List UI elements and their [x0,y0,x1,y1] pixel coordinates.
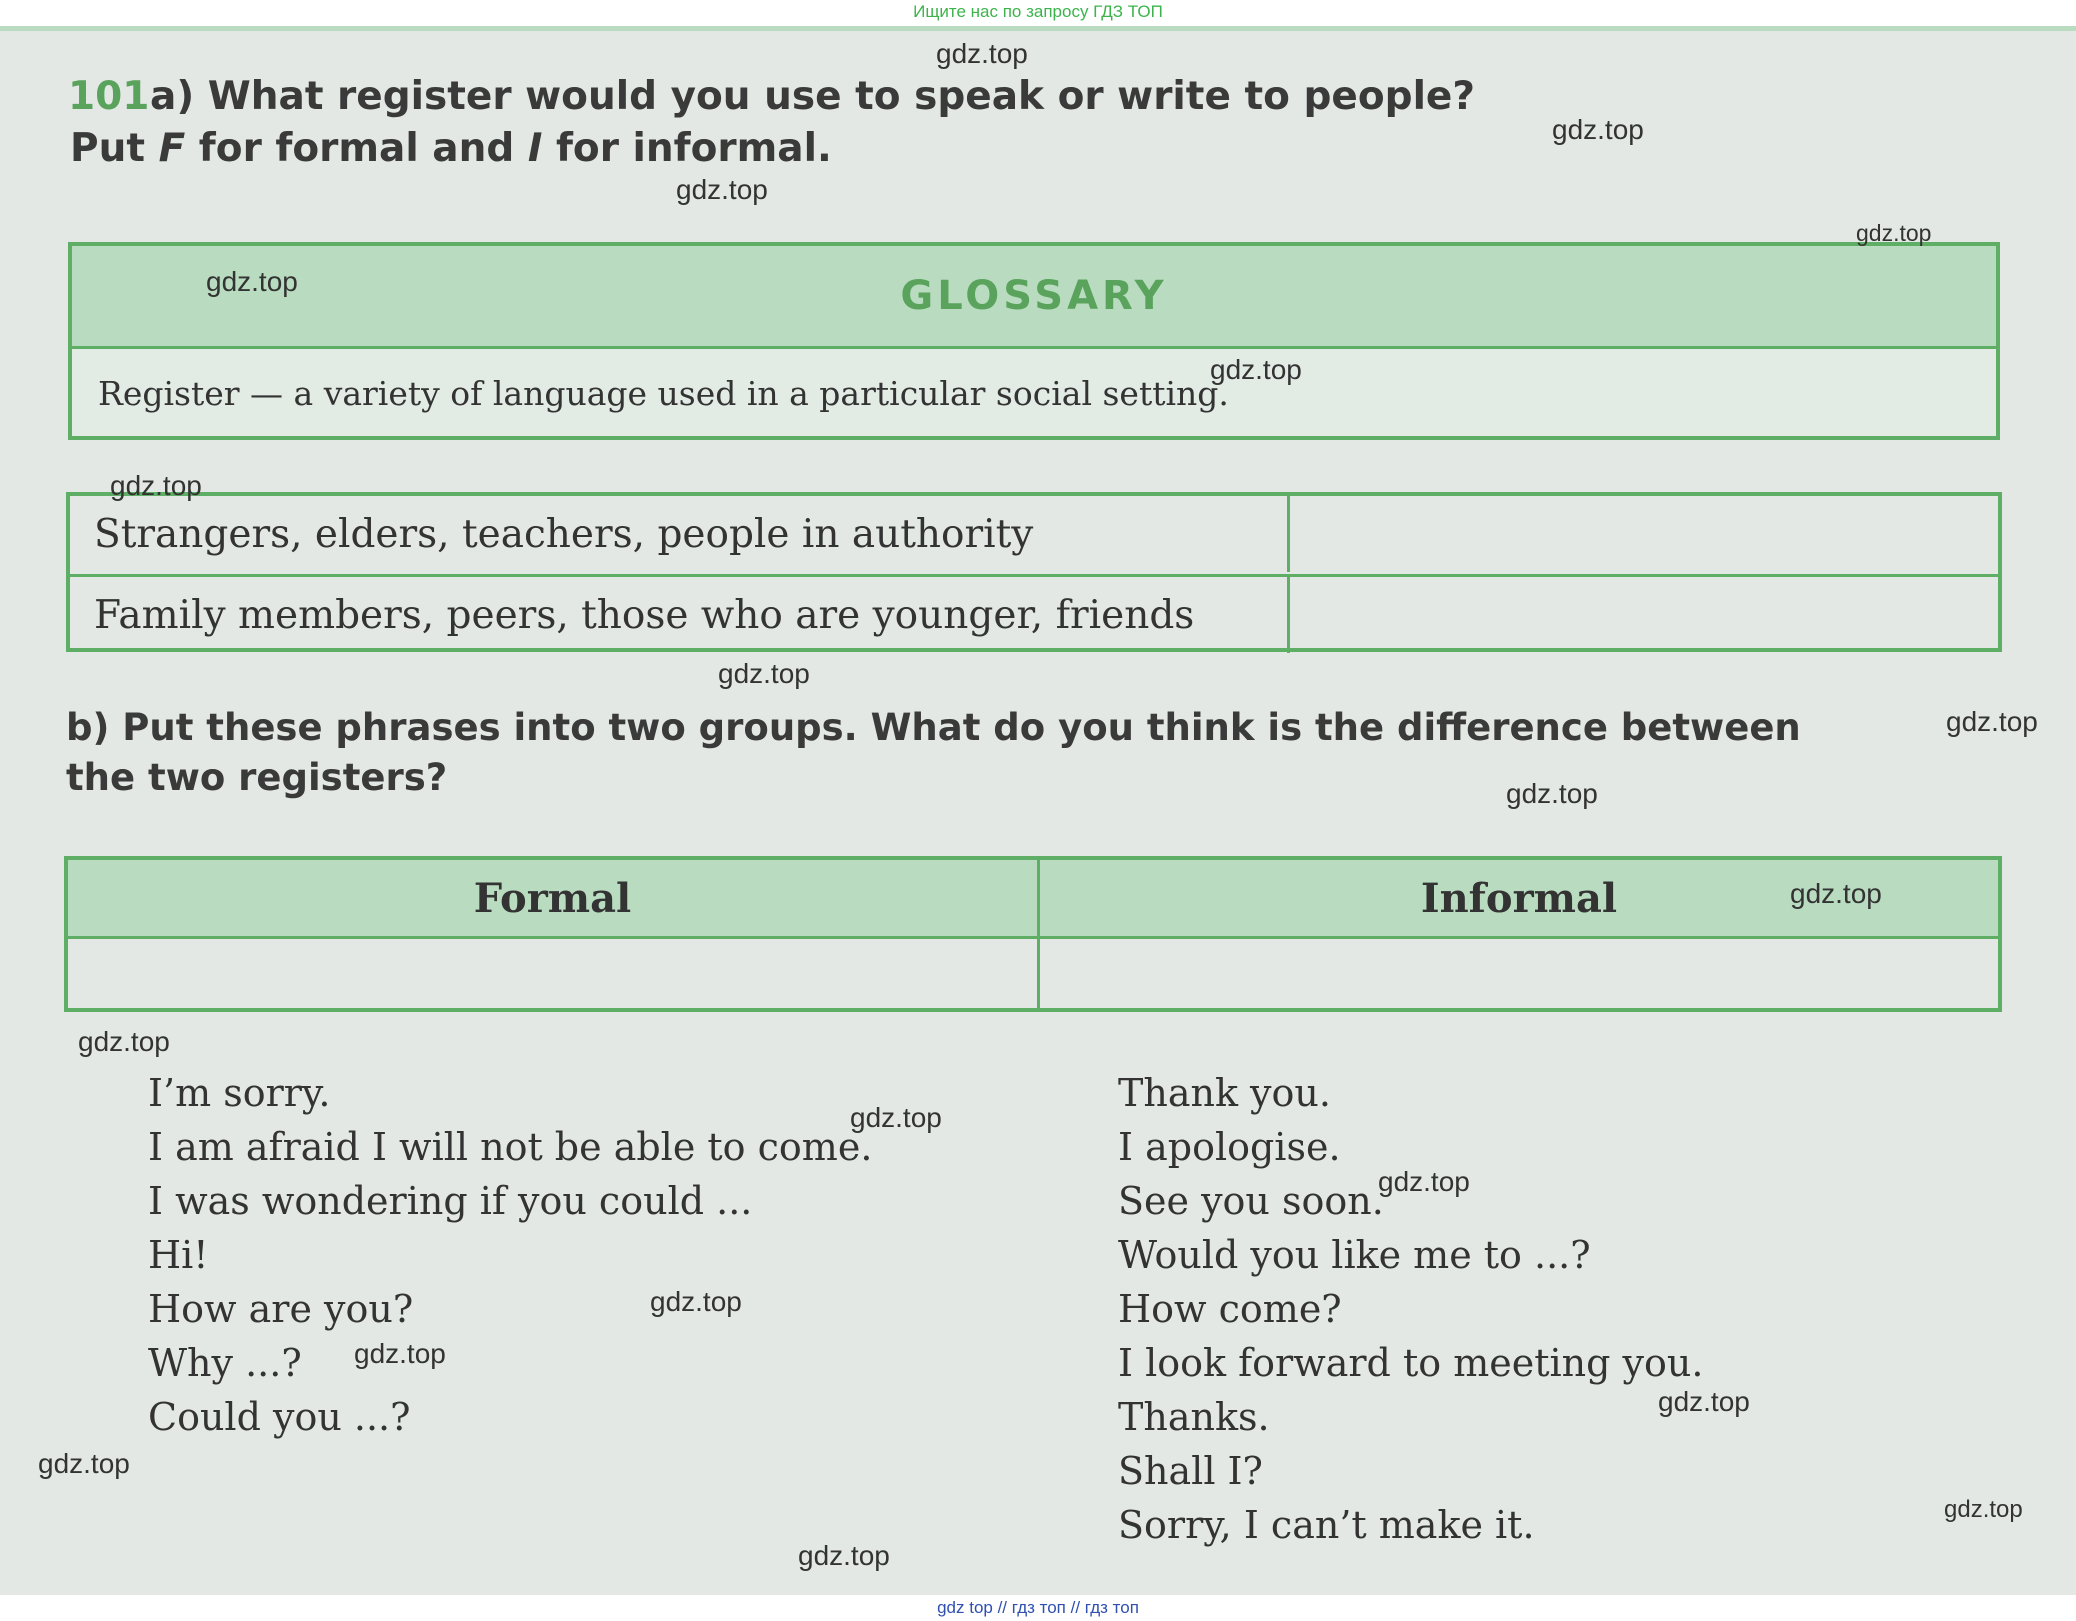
watermark: gdz.top [936,38,1028,69]
watermark: gdz.top [1790,878,1882,909]
phrase-item: I look forward to meeting you. [1118,1341,1704,1385]
watermark: gdz.top [1944,1496,2023,1523]
top-banner-text[interactable]: Ищите нас по запросу ГДЗ ТОП [913,2,1163,21]
part-a-instruction [70,126,832,171]
glossary-title: GLOSSARY [900,273,1168,319]
glossary-box [68,242,2000,440]
part-a-question: a) What register would you use to speak or write to people? [150,74,1476,119]
phrase-item: Could you ...? [148,1395,411,1439]
watermark: gdz.top [78,1026,170,1057]
watermark: gdz.top [718,658,810,689]
column-divider [1037,939,1040,1008]
glossary-header [72,246,1996,349]
instruction-text: Put [70,126,159,171]
phrase-item: Sorry, I can’t make it. [1118,1503,1535,1547]
part-b-question-cont: the two registers? [66,756,448,799]
register-table [66,492,2002,652]
part-b-question: b) Put these phrases into two groups. What do you think is the difference between [66,706,1801,749]
phrase-item: See you soon. [1118,1179,1384,1223]
register-answer-cell[interactable] [1290,577,1998,653]
glossary-definition: Register — a variety of language used in a particular social setting. [98,374,1229,413]
phrase-item: Would you like me to ...? [1118,1233,1591,1277]
phrase-item: I apologise. [1118,1125,1341,1169]
watermark: gdz.top [1856,220,1932,246]
informal-header: Informal [1420,874,1618,922]
watermark: gdz.top [1506,778,1598,809]
register-row-label: Strangers, elders, teachers, people in authority [70,496,1290,572]
table-header [68,860,1998,939]
watermark: gdz.top [1552,114,1644,145]
watermark: gdz.top [1210,354,1302,385]
watermark: gdz.top [798,1540,890,1571]
watermark: gdz.top [354,1338,446,1369]
exercise-number: 101 [68,74,150,119]
watermark: gdz.top [1946,706,2038,737]
watermark: gdz.top [38,1448,130,1479]
watermark: gdz.top [850,1102,942,1133]
phrase-item: Hi! [148,1233,209,1277]
watermark: gdz.top [110,470,202,501]
phrase-item: How are you? [148,1287,414,1331]
phrase-item: How come? [1118,1287,1342,1331]
bottom-banner[interactable] [0,1595,2076,1621]
register-answer-cell[interactable] [1290,496,1998,572]
formal-letter: F [158,126,186,171]
phrase-item: Shall I? [1118,1449,1263,1493]
phrase-item: Why ...? [148,1341,302,1385]
instruction-text: for formal and [185,126,528,171]
bottom-banner-text[interactable]: gdz top // гдз топ // гдз топ [937,1598,1139,1617]
formal-header: Formal [68,860,1040,936]
instruction-text: for informal. [542,126,832,171]
phrase-item: I am afraid I will not be able to come. [148,1125,873,1169]
watermark: gdz.top [676,174,768,205]
table-answer-row[interactable] [68,939,1998,1008]
phrases-right-column [1118,1066,1703,1552]
phrases-left-column [148,1066,872,1444]
watermark: gdz.top [650,1286,742,1317]
phrase-item: I’m sorry. [148,1071,331,1115]
register-row-label: Family members, peers, those who are younger, friends [70,577,1290,653]
informal-letter: I [527,126,543,171]
phrase-item: Thank you. [1118,1071,1331,1115]
register-row [70,574,1998,653]
watermark: gdz.top [1378,1166,1470,1197]
watermark: gdz.top [1658,1386,1750,1417]
phrase-item: I was wondering if you could ... [148,1179,753,1223]
top-banner[interactable] [0,0,2076,26]
phrase-item: Thanks. [1118,1395,1270,1439]
watermark: gdz.top [206,266,298,297]
formal-informal-table [64,856,2002,1012]
register-row [70,496,1998,572]
